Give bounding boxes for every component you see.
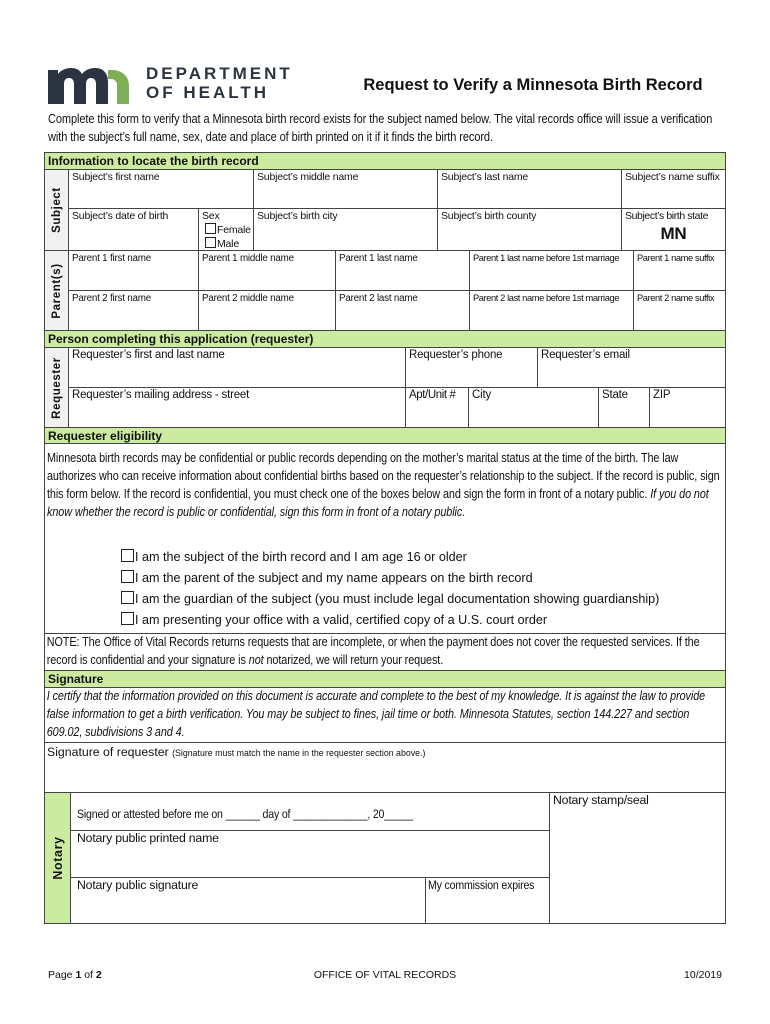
logo-line-1: DEPARTMENT (146, 64, 293, 83)
signature-hint: (Signature must match the name in the requester section above.) (172, 748, 426, 758)
mn-logo-mark (48, 66, 138, 104)
notary-attested-field[interactable] (70, 792, 550, 831)
checkbox[interactable] (121, 612, 134, 625)
section-header-requester: Person completing this application (requester) (44, 330, 726, 348)
subject-first-name-field[interactable]: Subject’s first name (68, 169, 254, 209)
birth-state-value: MN (660, 224, 687, 243)
intro-text: Complete this form to verify that a Minnesota birth record exists for the subject named below. The vital records office will issue a verification with the subject’s full name, sex, date and place of birth printed on it if it finds the birth record. (48, 111, 713, 144)
subject-last-name-field[interactable]: Subject’s last name (437, 169, 622, 209)
checkbox[interactable] (121, 570, 134, 583)
checkbox[interactable] (121, 549, 134, 562)
side-label-notary: Notary (44, 792, 71, 924)
subject-dob-field[interactable]: Subject’s date of birth (68, 208, 199, 251)
subject-birth-county-field[interactable]: Subject’s birth county (437, 208, 622, 251)
notary-signature-field[interactable]: Notary public signature (70, 877, 426, 924)
requester-signature-field[interactable] (44, 742, 726, 793)
page-number: Page 1 of 2 (48, 969, 102, 981)
parent1-maiden-field[interactable]: Parent 1 last name before 1st marriage (469, 250, 634, 291)
section-header-locate: Information to locate the birth record (44, 152, 726, 170)
male-checkbox[interactable] (205, 237, 216, 248)
requester-state-field[interactable]: State (598, 387, 650, 428)
eligibility-option-subject[interactable]: I am the subject of the birth record and I am age 16 or older (121, 549, 467, 564)
parent1-last-field[interactable]: Parent 1 last name (335, 250, 470, 291)
page-title: Request to Verify a Minnesota Birth Record (363, 76, 703, 94)
side-label-requester: Requester (44, 347, 69, 428)
eligibility-text: Minnesota birth records may be confidential or public records depending on the mother’s marital status at the time of the birth. The law authorizes who can receive information about confidential births based on the requester’s relationship to the subject. If the record is public, sign this form below. If the record is confidential, you must check one of the boxes below and sign the form in front of a notary public. If you do not know whether the record is public or confidential, sign this form in front of a notary public. (47, 451, 720, 519)
side-label-subject: Subject (44, 169, 69, 251)
logo (48, 64, 308, 104)
requester-email-field[interactable]: Requester’s email (537, 347, 726, 388)
commission-expires-label: My commission expires (428, 878, 535, 892)
side-label-parents: Parent(s) (44, 250, 69, 331)
subject-suffix-field[interactable]: Subject’s name suffix (621, 169, 726, 209)
requester-name-field[interactable]: Requester’s first and last name (68, 347, 406, 388)
checkbox[interactable] (121, 591, 134, 604)
requester-zip-field[interactable]: ZIP (649, 387, 726, 428)
footer-office: OFFICE OF VITAL RECORDS (313, 969, 457, 981)
parent1-first-field[interactable]: Parent 1 first name (68, 250, 199, 291)
eligibility-option-court-order[interactable]: I am presenting your office with a valid, certified copy of a U.S. court order (121, 612, 547, 627)
requester-phone-field[interactable]: Requester’s phone (405, 347, 538, 388)
note-box (44, 633, 726, 671)
parent1-suffix-field[interactable]: Parent 1 name suffix (633, 250, 726, 291)
footer-date: 10/2019 (684, 969, 722, 981)
commission-expires-field[interactable] (425, 877, 550, 924)
notary-printed-name-field[interactable]: Notary public printed name (70, 830, 550, 878)
parent2-last-field[interactable]: Parent 2 last name (335, 290, 470, 331)
female-checkbox[interactable] (205, 223, 216, 234)
notary-attested-text: Signed or attested before me on ______ day of _____________, 20_____ (77, 807, 413, 821)
parent2-first-field[interactable]: Parent 2 first name (68, 290, 199, 331)
subject-middle-name-field[interactable]: Subject’s middle name (253, 169, 438, 209)
signature-label: Signature of requester (47, 745, 169, 759)
birth-state-label: Subject’s birth state (625, 210, 709, 222)
intro-wrapper (48, 110, 728, 150)
female-option[interactable]: Female (202, 223, 250, 237)
male-option[interactable]: Male (202, 237, 250, 251)
parent2-middle-field[interactable]: Parent 2 middle name (198, 290, 336, 331)
requester-city-field[interactable]: City (468, 387, 599, 428)
logo-line-2: OF HEALTH (146, 83, 270, 102)
sex-label: Sex (202, 210, 220, 222)
sex-field (198, 208, 254, 251)
subject-birth-city-field[interactable]: Subject’s birth city (253, 208, 438, 251)
parent2-suffix-field[interactable]: Parent 2 name suffix (633, 290, 726, 331)
requester-street-field[interactable]: Requester’s mailing address - street (68, 387, 406, 428)
certify-box (44, 687, 726, 743)
parent2-maiden-field[interactable]: Parent 2 last name before 1st marriage (469, 290, 634, 331)
note-text: NOTE: The Office of Vital Records returns requests that are incomplete, or when the payment does not cover the requested services. If the record is confidential and your signature is not notarized, we will return your request. (46, 635, 700, 667)
section-header-eligibility: Requester eligibility (44, 427, 726, 444)
parent1-middle-field[interactable]: Parent 1 middle name (198, 250, 336, 291)
subject-birth-state-field[interactable] (621, 208, 726, 251)
certify-text: I certify that the information provided on this document is accurate and complete to the best of my knowledge. It is against the law to provide false information to get a birth verification. You may be subject to fines, jail time or both. Minnesota Statutes, section 144.227 and section 609.02, subdivisions 3 and 4. (46, 689, 706, 739)
notary-stamp-field: Notary stamp/seal (549, 792, 726, 924)
section-header-signature: Signature (44, 670, 726, 688)
eligibility-option-parent[interactable]: I am the parent of the subject and my name appears on the birth record (121, 570, 533, 585)
eligibility-option-guardian[interactable]: I am the guardian of the subject (you must include legal documentation showing guardianship) (121, 591, 659, 606)
requester-apt-field[interactable]: Apt/Unit # (405, 387, 469, 428)
